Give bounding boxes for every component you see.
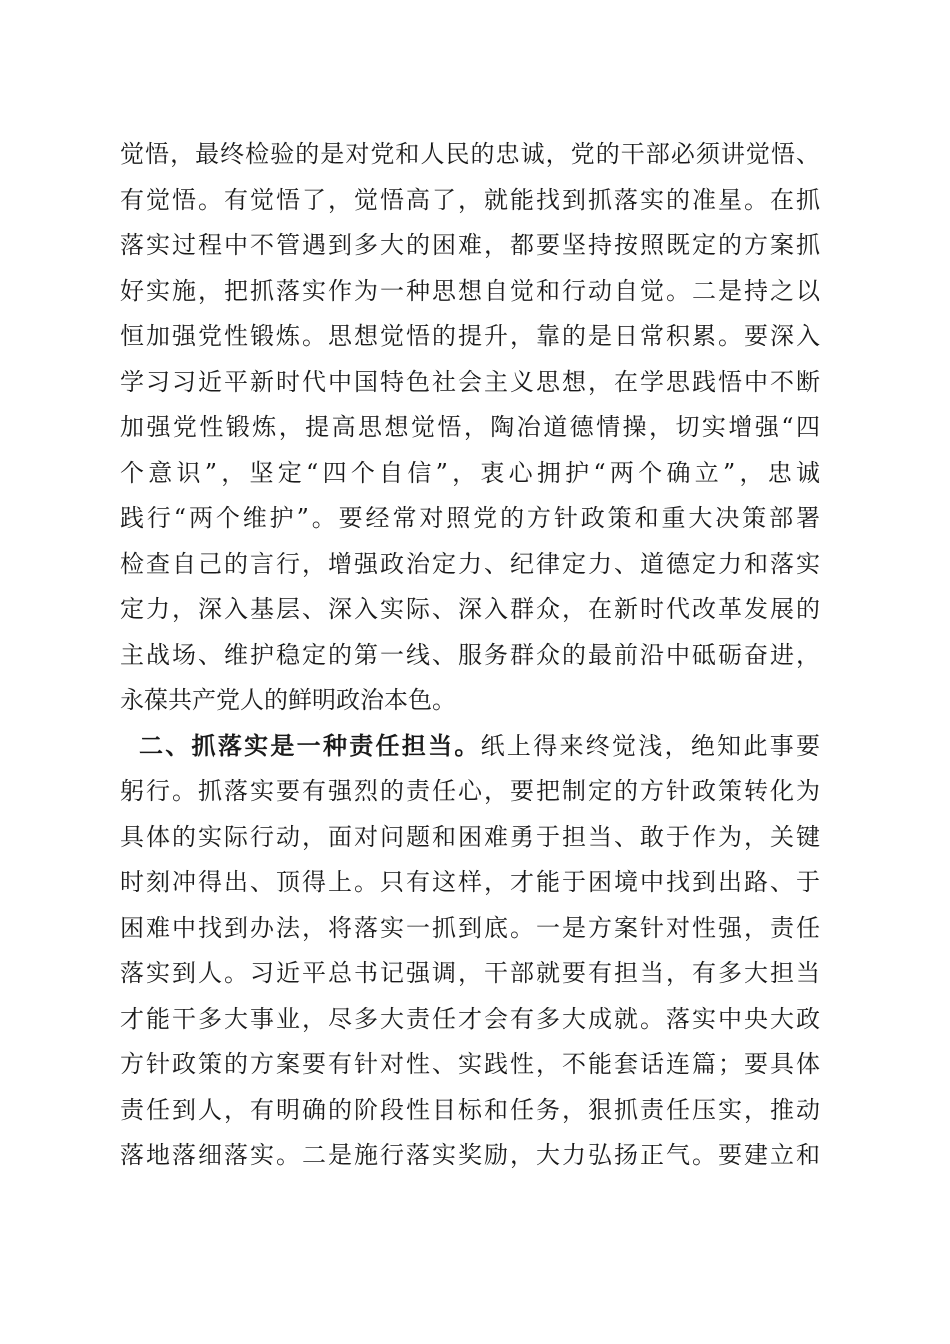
text-line: 责任到人，有明确的阶段性目标和任务，狠抓责任压实，推动 [120, 1095, 820, 1124]
text-line: 困难中找到办法，将落实一抓到底。一是方案针对性强，责任 [120, 913, 820, 942]
text-line: 躬行。抓落实要有强烈的责任心，要把制定的方针政策转化为 [120, 777, 820, 805]
text-line: 检查自己的言行，增强政治定力、纪律定力、道德定力和落实 [120, 549, 820, 578]
text-line: 永葆共产党人的鲜明政治本色。 [120, 686, 456, 714]
text-line: 好实施，把抓落实作为一种思想自觉和行动自觉。二是持之以 [120, 276, 820, 305]
section-heading: 二、抓落实是一种责任担当。 [139, 731, 481, 760]
text-line: 才能干多大事业，尽多大责任才会有多大成就。落实中央大政 [120, 1004, 820, 1033]
text-line: 学习习近平新时代中国特色社会主义思想，在学思践悟中不断 [120, 367, 820, 396]
section-heading-rest: 纸上得来终觉浅，绝知此事要 [480, 731, 820, 760]
text-line: 个意识”，坚定“四个自信”，衷心拥护“两个确立”，忠诚 [120, 458, 820, 487]
text-line: 定力，深入基层、深入实际、深入群众，在新时代改革发展的 [120, 595, 820, 623]
text-line: 有觉悟。有觉悟了，觉悟高了，就能找到抓落实的准星。在抓 [120, 185, 820, 214]
text-line: 觉悟，最终检验的是对党和人民的忠诚，党的干部必须讲觉悟、 [120, 140, 820, 168]
text-line: 方针政策的方案要有针对性、实践性，不能套话连篇；要具体 [120, 1050, 820, 1078]
document-body [120, 132, 820, 1179]
text-line: 具体的实际行动，面对问题和困难勇于担当、敢于作为，关键 [120, 822, 820, 851]
text-line: 落地落细落实。二是施行落实奖励，大力弘扬正气。要建立和 [120, 1141, 820, 1169]
text-line: 加强党性锻炼，提高思想觉悟，陶冶道德情操，切实增强“四 [120, 413, 820, 441]
text-line: 落实过程中不管遇到多大的困难，都要坚持按照既定的方案抓 [120, 231, 820, 259]
text-line: 恒加强党性锻炼。思想觉悟的提升，靠的是日常积累。要深入 [120, 322, 820, 350]
text-line: 践行“两个维护”。要经常对照党的方针政策和重大决策部署 [120, 504, 820, 532]
text-line: 时刻冲得出、顶得上。只有这样，才能于困境中找到出路、于 [120, 868, 820, 896]
section-heading-line [120, 724, 820, 770]
text-line: 落实到人。习近平总书记强调，干部就要有担当，有多大担当 [120, 959, 820, 987]
text-line: 主战场、维护稳定的第一线、服务群众的最前沿中砥砺奋进， [120, 640, 820, 669]
